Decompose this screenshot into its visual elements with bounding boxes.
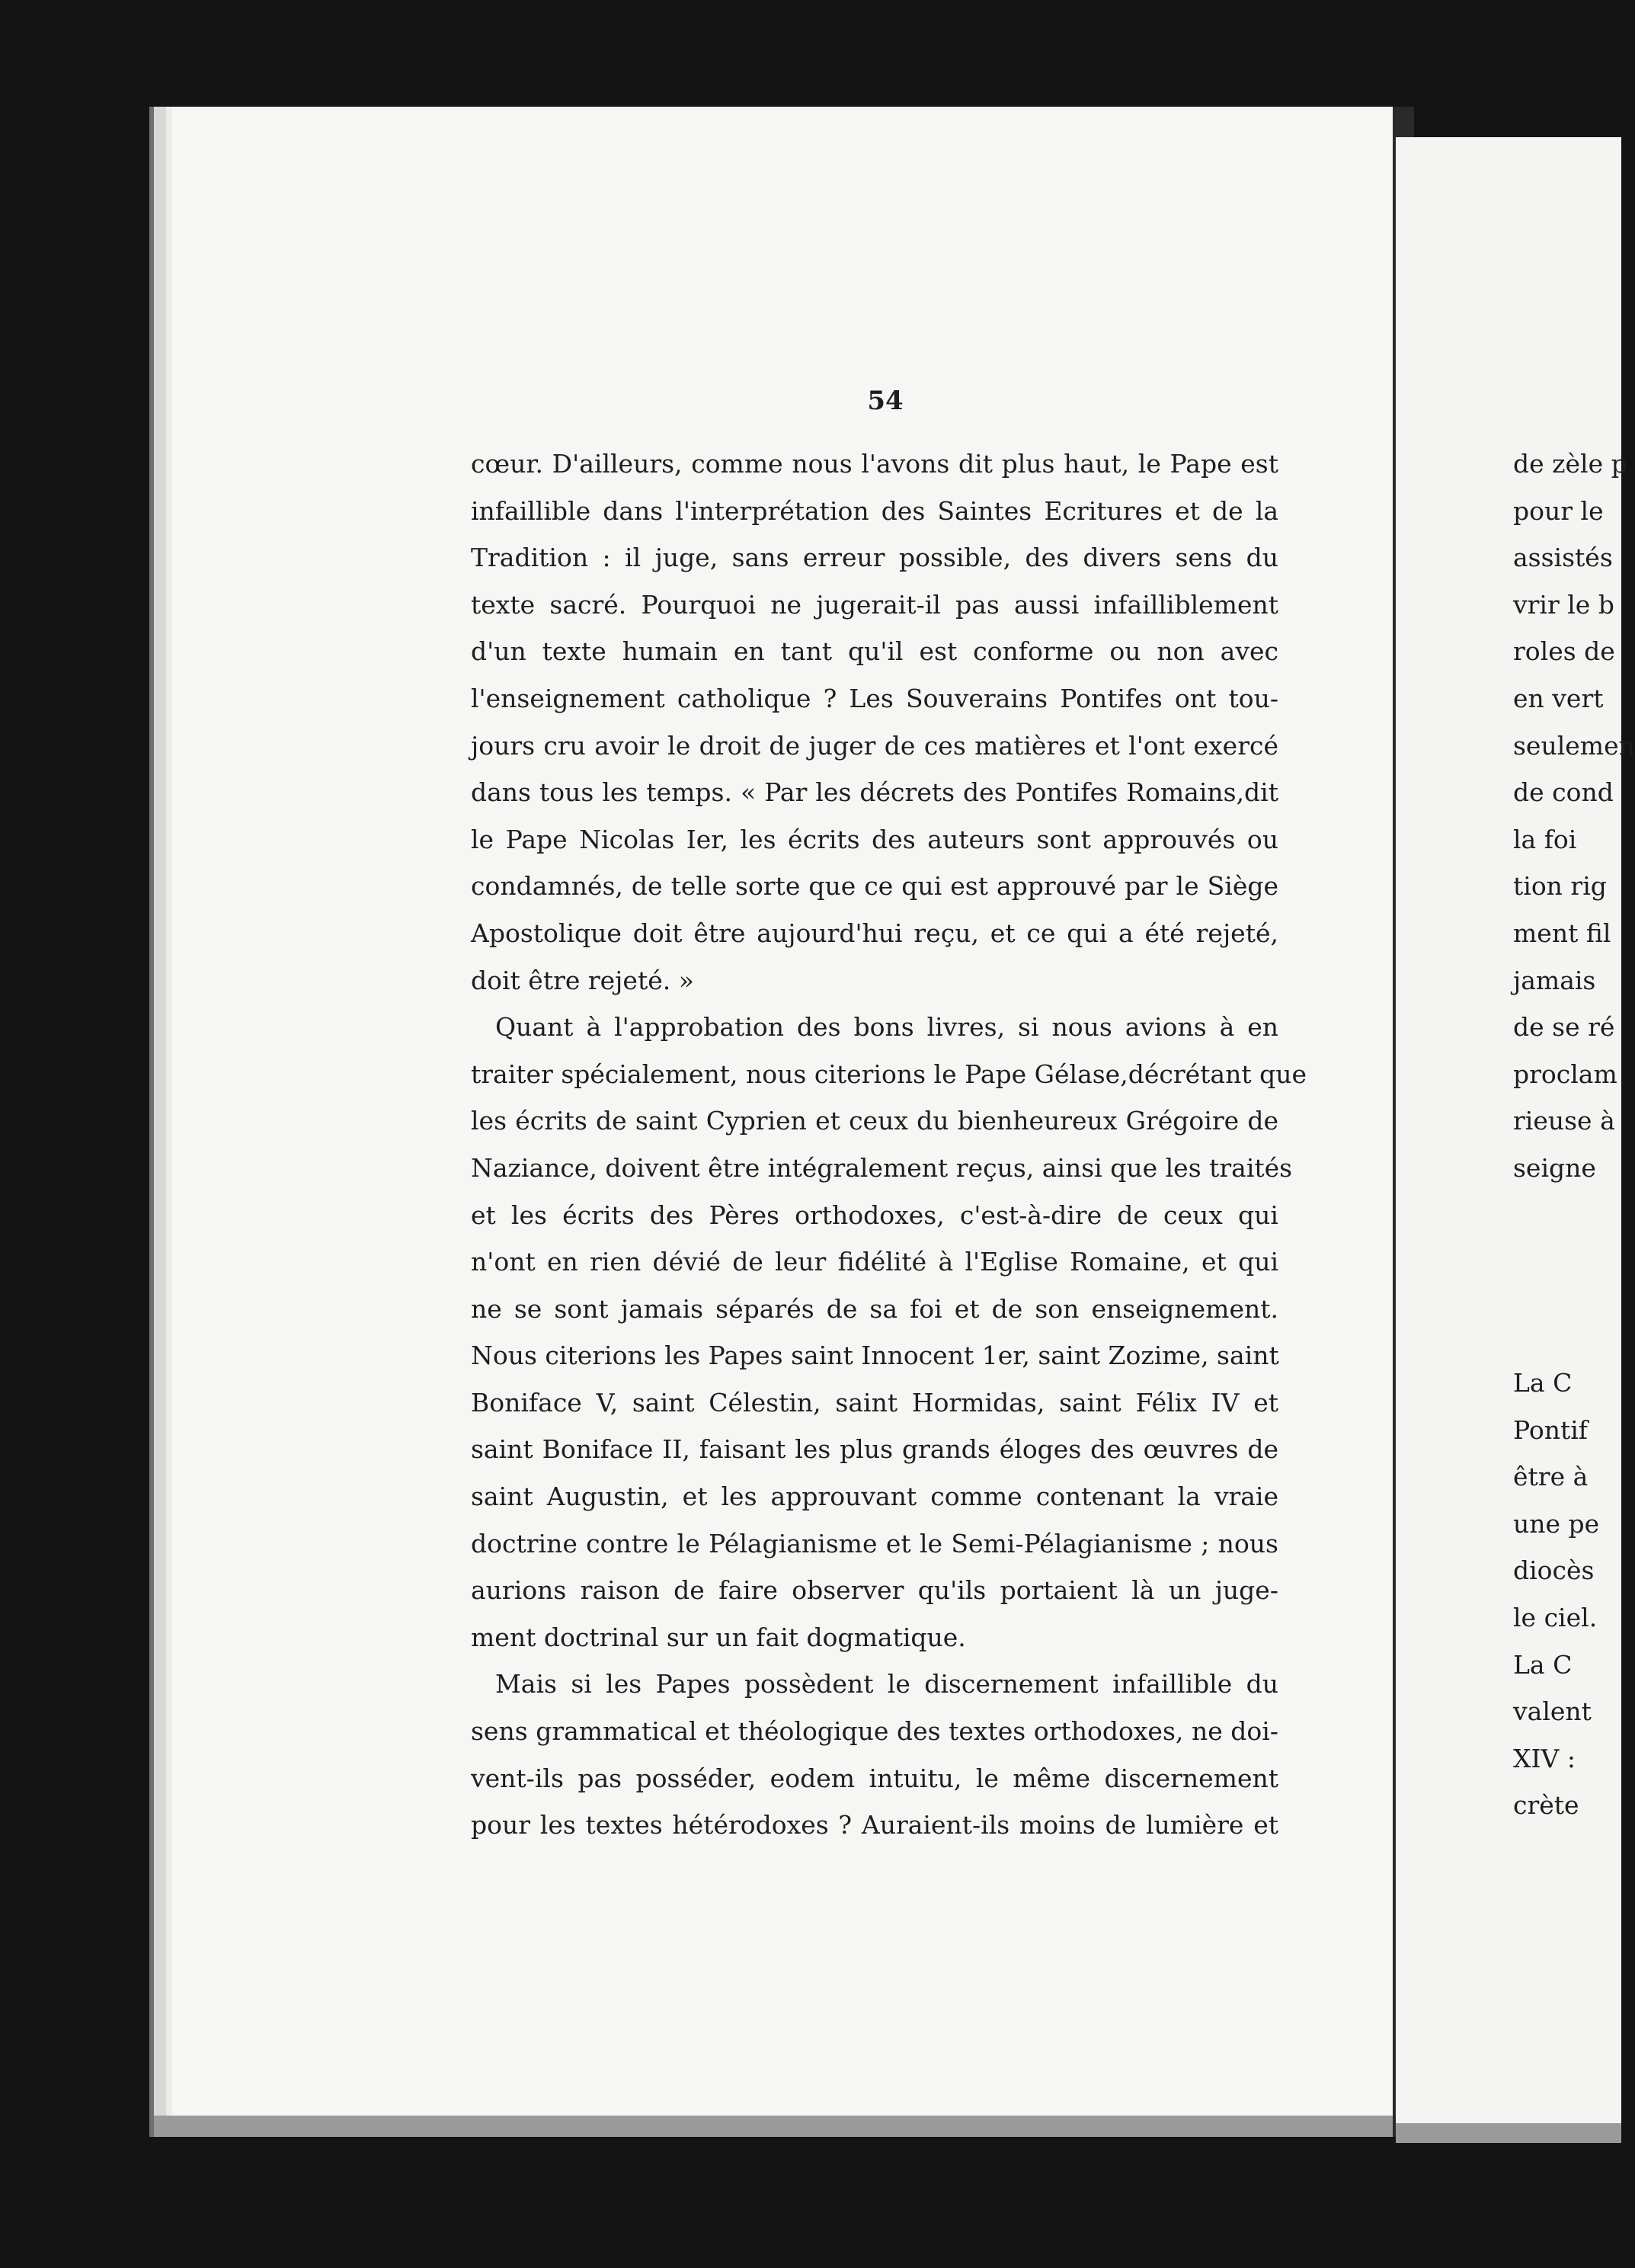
facing-text-line: pour le	[1513, 495, 1604, 526]
facing-text-line: proclam	[1513, 1059, 1617, 1089]
text-line: saint Augustin, et les approuvant comme contenant la vraie	[471, 1482, 1278, 1512]
facing-text-line: de cond	[1513, 777, 1614, 808]
facing-page-text-bottom	[1513, 1360, 1635, 1829]
facing-text-line: seigne	[1513, 1152, 1596, 1183]
facing-text-line: XIV :	[1513, 1743, 1576, 1773]
text-line: Apostolique doit être aujourd'hui reçu, et ce qui a été rejeté,	[471, 918, 1278, 948]
text-line: dans tous les temps. « Par les décrets des Pontifes Romains,dit	[471, 777, 1278, 808]
facing-text-line: valent	[1513, 1696, 1592, 1727]
facing-text-line: une pe	[1513, 1508, 1600, 1539]
facing-text-line: crète	[1513, 1790, 1579, 1821]
facing-text-line: la foi	[1513, 824, 1577, 854]
text-line: Mais si les Papes possèdent le discernement infaillible du	[495, 1669, 1278, 1699]
text-line: traiter spécialement, nous citerions le Pape Gélase,décrétant que	[471, 1059, 1307, 1089]
text-line: condamnés, de telle sorte que ce qui est approuvé par le Siège	[471, 871, 1278, 902]
text-line: les écrits de saint Cyprien et ceux du bienheureux Grégoire de	[471, 1106, 1278, 1136]
text-line: sens grammatical et théologique des textes orthodoxes, ne doi-	[471, 1716, 1278, 1747]
text-line: Quant à l'approbation des bons livres, si nous avions à en	[495, 1012, 1278, 1043]
facing-text-line: rieuse à	[1513, 1106, 1615, 1136]
facing-text-line: de zèle p	[1513, 449, 1627, 479]
facing-text-line: ment fil	[1513, 918, 1611, 948]
text-line: infaillible dans l'interprétation des Saintes Ecritures et de la	[471, 495, 1278, 526]
facing-text-line: jamais	[1513, 965, 1596, 995]
text-line: Nous citerions les Papes saint Innocent 1er, saint Zozime, saint	[471, 1341, 1279, 1371]
facing-text-line: être à	[1513, 1462, 1589, 1492]
facing-text-line: de se ré	[1513, 1012, 1615, 1043]
facing-text-line: assistés	[1513, 543, 1613, 573]
text-line: ne se sont jamais séparés de sa foi et de son enseignement.	[471, 1293, 1278, 1324]
facing-text-line: diocès	[1513, 1555, 1595, 1586]
facing-text-line: en vert	[1513, 683, 1604, 713]
facing-text-line: seulemen	[1513, 730, 1635, 761]
text-line: doit être rejeté. »	[471, 965, 694, 995]
text-line: n'ont en rien dévié de leur fidélité à l'Eglise Romaine, et qui	[471, 1247, 1278, 1277]
text-line: doctrine contre le Pélagianisme et le Semi-Pélagianisme ; nous	[471, 1528, 1278, 1558]
facing-text-line: le ciel.	[1513, 1602, 1598, 1632]
text-line: d'un texte humain en tant qu'il est conforme ou non avec	[471, 636, 1278, 667]
text-line: cœur. D'ailleurs, comme nous l'avons dit plus haut, le Pape est	[471, 449, 1278, 479]
facing-text-line: Pontif	[1513, 1414, 1589, 1445]
text-line: l'enseignement catholique ? Les Souverains Pontifes ont tou-	[471, 683, 1278, 713]
text-line: Naziance, doivent être intégralement reçus, ainsi que les traités	[471, 1152, 1293, 1183]
facing-text-line: vrir le b	[1513, 589, 1614, 620]
text-line: jours cru avoir le droit de juger de ces matières et l'ont exercé	[471, 730, 1278, 761]
text-line: Boniface V, saint Célestin, saint Hormidas, saint Félix IV et	[471, 1387, 1278, 1418]
text-line: le Pape Nicolas Ier, les écrits des auteurs sont approuvés ou	[471, 824, 1278, 854]
text-line: pour les textes hétérodoxes ? Auraient-ils moins de lumière et	[471, 1810, 1278, 1840]
text-line: vent-ils pas posséder, eodem intuitu, le même discernement	[471, 1763, 1278, 1793]
text-line: Tradition : il juge, sans erreur possible, des divers sens du	[471, 543, 1278, 573]
facing-text-line: roles de	[1513, 636, 1615, 667]
text-line: ment doctrinal sur un fait dogmatique.	[471, 1622, 966, 1652]
page-number: 54	[867, 386, 904, 416]
facing-page-text-top	[1513, 440, 1635, 1192]
text-line: aurions raison de faire observer qu'ils portaient là un juge-	[471, 1575, 1278, 1606]
page-text	[471, 440, 1307, 1849]
facing-text-line: tion rig	[1513, 871, 1607, 902]
text-line: saint Boniface II, faisant les plus grands éloges des œuvres de	[471, 1434, 1278, 1465]
facing-text-line: La C	[1513, 1649, 1573, 1680]
text-line: et les écrits des Pères orthodoxes, c'est-à-dire de ceux qui	[471, 1200, 1278, 1230]
facing-text-line: La C	[1513, 1368, 1573, 1398]
text-line: texte sacré. Pourquoi ne jugerait-il pas aussi infailliblement	[471, 589, 1278, 620]
